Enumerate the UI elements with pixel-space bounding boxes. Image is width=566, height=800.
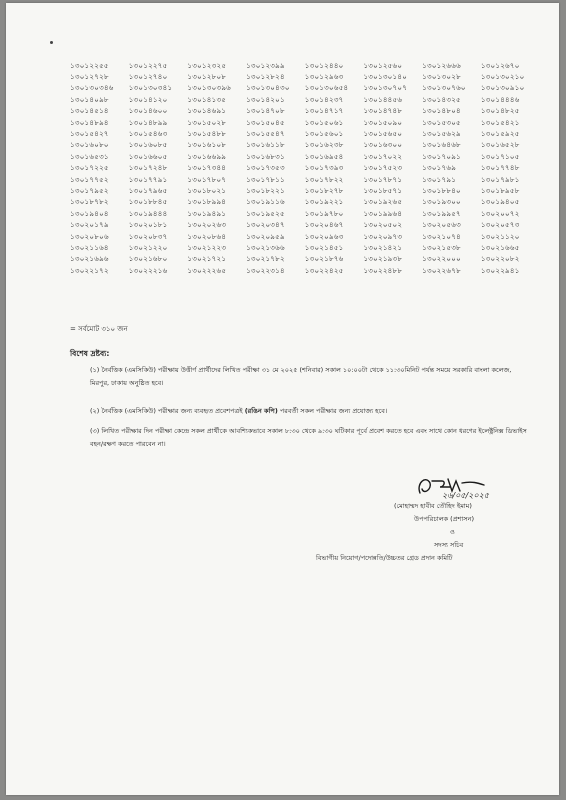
roll-number: ১৩০১৯২২১: [304, 198, 344, 207]
roll-number: ১৩০১৭৭৯১: [128, 175, 168, 184]
roll-row: [70, 219, 540, 230]
roll-number: ১৩০১৩০৭০৭: [363, 84, 408, 93]
roll-number: ১৩০১৪৪৪৬: [480, 95, 520, 104]
roll-number: ১৩০২২০৮২: [480, 255, 520, 264]
roll-number: ১৩০২২২১৬: [128, 266, 168, 275]
roll-number: ১৩০১৯৭৮০: [304, 209, 344, 218]
roll-number: ১৩০২২০০০: [422, 255, 461, 264]
roll-number: ১৩০২১৮৭৬: [304, 255, 344, 264]
roll-row: [70, 242, 540, 253]
roll-number: ১৩০২০৯৬৩: [304, 232, 344, 241]
roll-number: ১৩০২২৪২৫: [304, 266, 344, 275]
roll-row: [70, 231, 540, 242]
page-dot: [50, 41, 53, 44]
roll-number: ১৩০১৪৭১৭: [304, 107, 344, 116]
note-2-text-end: পরবর্তী সকল পরীক্ষার জন্য প্রযোজ্য হবে।: [277, 407, 388, 415]
roll-number: ১৩০১৭৯১: [422, 175, 457, 184]
roll-number: ১৩০১৩০৭৬০: [422, 84, 466, 93]
roll-number: ১৩০১৫৬২৯: [422, 130, 461, 139]
roll-number: ১৩০১৮৭৮২: [70, 198, 109, 207]
roll-number: ১৩০১২৮২৪: [246, 73, 285, 82]
note-2-bold: (রঙিন কপি): [244, 407, 278, 415]
roll-number: ১৩০১২২৭৫: [128, 61, 168, 70]
roll-number: ১৩০১৭০৯১: [422, 152, 461, 161]
roll-number: ১৩০১৫০২৮: [187, 118, 227, 127]
roll-number: ১৩০১৯১১৬: [246, 198, 285, 207]
roll-row: [70, 117, 540, 128]
roll-number: ১৩০১৯৯৬৪: [363, 209, 403, 218]
roll-number: ১৩০১৪৩২৫: [422, 95, 461, 104]
roll-number: ১৩০১৭৯৬৫: [128, 187, 168, 195]
roll-number: ১৩০১৭০২২: [363, 152, 403, 161]
roll-number: ১৩০১৪৪৫৬: [363, 95, 403, 104]
roll-row: [70, 94, 540, 105]
roll-number: ১৩০১৪৭৪৮: [363, 107, 403, 116]
roll-number: ১৩০২২৬৭৮: [422, 266, 461, 275]
roll-number: ১৩০২১৭২১: [187, 255, 227, 264]
roll-number: ১৩০১৭৮০৭: [187, 175, 227, 184]
roll-row: [70, 254, 540, 265]
roll-number: ১৩০২১৫৩৮: [422, 243, 461, 252]
roll-number: ১৩০১৩০২৮: [422, 73, 461, 82]
roll-row: [70, 185, 540, 196]
roll-row: [70, 265, 540, 276]
signature-mark: [412, 473, 508, 501]
roll-number: ১৩০১৫৪২১: [480, 118, 520, 127]
roll-number: ১৩০১৬০৮০: [70, 141, 109, 150]
roll-number: ১৩০১৪৫১৪: [70, 107, 109, 116]
notes-heading: বিশেষ দ্রষ্টব্য:: [70, 349, 110, 358]
roll-number: ১৩০২২৩১৪: [246, 266, 285, 275]
roll-number: ১৩০২১৯৩৮: [363, 255, 403, 264]
roll-row: [70, 163, 540, 174]
roll-number: ১৩০২০০৭২: [480, 209, 520, 218]
roll-row: [70, 128, 540, 139]
roll-number: ১৩০১৬২৩৮: [304, 141, 344, 150]
roll-number: ১৩০১৪০৯৮: [70, 95, 109, 104]
roll-number: ১৩০১৩০৩৪১: [128, 84, 173, 93]
roll-row: [70, 83, 540, 94]
note-2-text-start: (২) নৈর্বত্তিক (এমসিকিউ) পরীক্ষার জন্য ব্যবহৃত প্রবেশপত্রই: [90, 407, 245, 415]
signatory-block: [316, 500, 536, 565]
roll-number: ১৩০১২৩২৫: [187, 61, 227, 70]
roll-number: ১৩০১৪৮০৪: [422, 107, 461, 116]
roll-number: ১৩০১২৬৭০: [480, 61, 520, 70]
roll-number: ১৩০১৮৯৯৪: [187, 198, 227, 207]
roll-number: ১৩০২০৫০২: [363, 221, 403, 230]
roll-number: ১৩০১৭৮২২: [304, 175, 344, 184]
roll-number: ১৩০১৭৯৫২: [70, 187, 109, 195]
roll-number: ১৩০১৪১৩৫: [187, 95, 227, 104]
roll-number: ১৩০২১৬৮০: [128, 255, 168, 264]
roll-number: ১৩০২০৩৪৭: [246, 221, 285, 230]
roll-number: ১৩০১৩০৬৫৪: [304, 84, 349, 93]
roll-number: ১৩০১৪২০১: [246, 95, 285, 104]
roll-number: ১৩০১৫০৯০: [363, 118, 403, 127]
roll-number: ১৩০১৮৫৭১: [363, 187, 403, 195]
roll-number: ১৩০১২৭২৮: [70, 73, 109, 82]
roll-number: ১৩০২১১৬৪: [70, 243, 109, 252]
roll-number: ১৩০১২৯৬৩: [304, 73, 344, 82]
roll-number: ১৩০১৯৫২৫: [246, 209, 285, 218]
roll-number: ১৩০১৩০৪৩০: [246, 84, 290, 93]
roll-number: ১৩০১৫৪৬৩: [128, 130, 168, 139]
roll-number: ১৩০১৭২২৫: [70, 164, 109, 173]
roll-number: ১৩০২২৪৮৮: [363, 266, 403, 275]
roll-number: ১৩০২০১৮১: [128, 221, 168, 230]
roll-number: ১৩০২০৯৫৯: [246, 232, 285, 241]
note-2: [90, 405, 530, 418]
roll-number: ১৩০১৩০৩৪৬: [70, 84, 114, 93]
roll-number: ১৩০১৫০৬১: [304, 118, 344, 127]
roll-number: ১৩০১৬৯৫৪: [304, 152, 344, 161]
roll-number: ১৩০২১৬৯৬: [70, 255, 109, 264]
total-count: = সর্বমোট ৩১০ জন: [70, 325, 128, 333]
roll-number: ১৩০২০৯৭৩: [363, 232, 403, 241]
roll-number: ১৩০২০১৭৯: [70, 221, 109, 230]
document-page: [6, 3, 559, 795]
roll-number: ১৩০১৮৮৪৫: [128, 198, 168, 207]
roll-number: ১৩০২০৫৬৩: [422, 221, 461, 230]
roll-number: ১৩০২২৯৪১: [480, 266, 520, 275]
roll-number: ১৩০২০৮৩৭: [128, 232, 168, 241]
roll-number: ১৩০২১১২০: [480, 232, 520, 241]
roll-number: ১৩০১৫০৪৫: [246, 118, 285, 127]
roll-number: ১৩০১৬৪৬৮: [422, 141, 461, 150]
roll-number: ১৩০১৪২৩৭: [304, 95, 344, 104]
roll-number: ১৩০১৭৭৫২: [70, 175, 109, 184]
roll-number: ১৩০১৫৪২৭: [70, 130, 109, 139]
roll-number: ১৩০১৬৬৯৯: [187, 152, 227, 161]
note-1: (১) নৈর্বত্তিক (এমসিকিউ) পরীক্ষায় উত্তীর্ণ প্রার্থীদের লিখিত পরীক্ষা ৩১ মে ২০২৫ (শনিবার) সকাল ১০:০০টা থেকে ১১:৩০মিনিট পর্যন্ত সময়ে সরকারি বাংলা কলেজ, মিরপুর, ঢাকায় অনুষ্ঠিত হবে।: [90, 366, 512, 387]
signatory-designation: উপপরিচালক (প্রশাসন): [414, 515, 475, 523]
roll-number: ১৩০২০২৬৩: [187, 221, 227, 230]
roll-number: ১৩০১২৬৬৬: [422, 61, 461, 70]
roll-row: [70, 106, 540, 117]
roll-number: ১৩০১৩০৯১০: [480, 84, 525, 93]
roll-number: ১৩০২১২২০: [128, 243, 168, 252]
conjunction: ও: [450, 528, 455, 536]
roll-number: ১৩০১৭৫২৩: [363, 164, 403, 173]
roll-number-grid: [70, 60, 540, 276]
roll-number: ১৩০১৫৪৮৮: [187, 130, 227, 139]
roll-number: ১৩০১৩০৩৯৬: [187, 84, 232, 93]
roll-number: ১৩০২০৫৭৩: [480, 221, 520, 230]
roll-number: ১৩০১৯৪৯১: [187, 209, 227, 218]
roll-number: ১৩০১৯৪৪৪: [128, 209, 168, 218]
roll-number: ১৩০১৭৭৪৮: [480, 164, 520, 173]
roll-number: ১৩০২১২২৩: [187, 243, 227, 252]
roll-number: ১৩০১৯৪০৪: [70, 209, 109, 218]
roll-number: ১৩০১৬৩০০: [363, 141, 403, 150]
signatory-name: (মোহাম্মদ হাবীব তৌহিদ ইমাম): [394, 502, 472, 510]
roll-row: [70, 140, 540, 151]
roll-number: ১৩০১৫৫৪৭: [246, 130, 285, 139]
roll-number: ১৩০১৪৭০৮: [246, 107, 285, 116]
roll-number: ১৩০১৫৯২৫: [480, 130, 520, 139]
roll-number: ১৩০১৫৬৫০: [363, 130, 403, 139]
note-3: (৩) লিখিত পরীক্ষার দিন পরীক্ষা কেন্দ্রে সকল প্রার্থীকে আবশ্যিকভাবে সকাল ৮:৩০ থেকে ৯:৩০ ঘটিকার পূর্বে প্রবেশ করতে হবে এবং সাথে কোন ধরণের ইলেক্ট্রনিক্স ডিভাইস বহন/রক্ষণ করতে পারবেন না।: [90, 427, 527, 448]
roll-number: ১৩০১৭৩৪৪: [187, 164, 227, 173]
roll-number: ১৩০১৮৯৫৮: [480, 187, 520, 195]
roll-number: ১৩০১৭৮৭১: [363, 175, 403, 184]
roll-number: ১৩০১৬৫৩১: [70, 152, 109, 161]
roll-number: ১৩০১৬৬০৫: [128, 152, 168, 161]
roll-row: [70, 60, 540, 71]
roll-number: ১৩০১৮০২১: [187, 187, 227, 195]
member-secretary: সদস্য সচিব: [434, 541, 464, 549]
roll-number: ১৩০২১৬৬৫: [480, 243, 520, 252]
roll-number: ১৩০১৭৯৮১: [480, 175, 520, 184]
roll-number: ১৩০১৭৬৯: [422, 164, 457, 173]
roll-number: ১৩০১২৪৪০: [304, 61, 344, 70]
roll-number: ১৩০২০৮৬৪: [187, 232, 227, 241]
roll-number: ১৩০২০৪৬৭: [304, 221, 344, 230]
roll-number: ১৩০২১৭৮২: [246, 255, 285, 264]
roll-number: ১৩০১৩০২১০: [480, 73, 525, 82]
roll-number: ১৩০১৭৩৫৩: [246, 164, 285, 173]
roll-number: ১৩০১৫৩০৫: [422, 118, 461, 127]
roll-number: ১৩০১৮২৭৮: [304, 187, 344, 195]
roll-number: ১৩০১৩০১৪০: [363, 73, 408, 82]
roll-number: ১৩০১২৩৯৯: [246, 61, 285, 70]
roll-number: ১৩০১৭১০৫: [480, 152, 520, 161]
roll-number: ১৩০১৬৮৩১: [246, 152, 285, 161]
signature-date: ২৬/০৫/২০২৫: [442, 491, 489, 500]
roll-number: ১৩০১৫৬০১: [304, 130, 344, 139]
roll-number: ১৩০১৯৯৫৭: [422, 209, 461, 218]
roll-number: ১৩০১৬০৮৫: [128, 141, 168, 150]
roll-number: ১৩০২২২৬৫: [187, 266, 227, 275]
committee-name: বিভাগীয় নিয়োগ/পদোন্নতি/উচ্চতর গ্রেড প্রদান কমিটি: [316, 554, 453, 562]
roll-number: ১৩০১২৭৪০: [128, 73, 168, 82]
roll-number: ১৩০১৭২৪৮: [128, 164, 168, 173]
roll-number: ১৩০১৪৮৯৯: [128, 118, 168, 127]
roll-row: [70, 208, 540, 219]
roll-number: ১৩০২০৮০৬: [70, 232, 109, 241]
roll-row: [70, 197, 540, 208]
roll-number: ১৩০১২২৫৫: [70, 61, 109, 70]
roll-number: ১৩০১৮২২১: [246, 187, 285, 195]
roll-number: ১৩০১৪৬০০: [128, 107, 168, 116]
roll-number: ১৩০২১০৭৪: [422, 232, 461, 241]
roll-number: ১৩০১৬৫২৮: [480, 141, 520, 150]
roll-row: [70, 151, 540, 162]
roll-number: ১৩০১৮৮৪০: [422, 187, 461, 195]
roll-number: ১৩০২১৩৬৬: [246, 243, 285, 252]
roll-number: ১৩০২১৪৫১: [304, 243, 344, 252]
roll-number: ১৩০১৭৮১১: [246, 175, 285, 184]
roll-number: ১৩০১৪৬৯১: [187, 107, 227, 116]
roll-number: ১৩০১৪৮২৫: [480, 107, 520, 116]
roll-number: ১৩০১৪১২০: [128, 95, 168, 104]
roll-number: ১৩০২১৪২১: [363, 243, 403, 252]
roll-number: ১৩০১২৮০৮: [187, 73, 227, 82]
roll-number: ১৩০১৯২৬৫: [363, 198, 403, 207]
roll-number: ১৩০১৬১০৮: [187, 141, 227, 150]
roll-row: [70, 174, 540, 185]
roll-number: ১৩০১২৫৬০: [363, 61, 403, 70]
roll-number: ১৩০১৯৪০৫: [480, 198, 520, 207]
roll-number: ১৩০১৯৩০০: [422, 198, 461, 207]
roll-row: [70, 71, 540, 82]
roll-number: ১৩০১৭৩৯৩: [304, 164, 344, 173]
roll-number: ১৩০২২১৭২: [70, 266, 109, 275]
roll-number: ১৩০১৬১১৮: [246, 141, 285, 150]
roll-number: ১৩০১৪৮৯৪: [70, 118, 109, 127]
